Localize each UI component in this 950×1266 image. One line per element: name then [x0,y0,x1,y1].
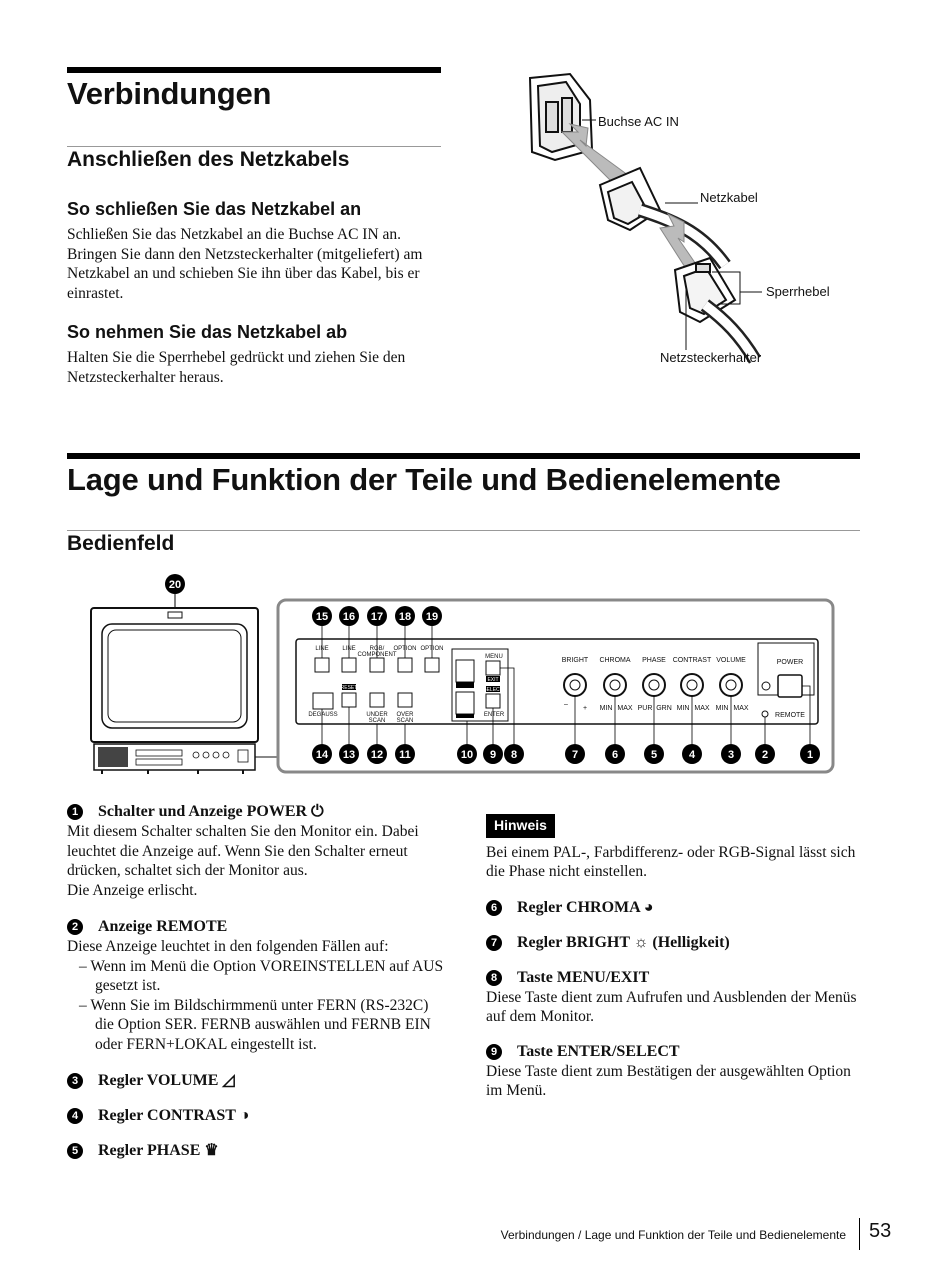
items-right-column [486,814,862,1101]
svg-text:OPTION: OPTION [420,646,444,652]
svg-text:19: 19 [425,611,439,623]
item-2-heading: 2 Anzeige REMOTE [67,917,449,937]
svg-text:MIN: MIN [676,705,690,712]
section1-sub-rule [67,146,441,147]
callout-7-icon: 7 [486,935,502,951]
svg-text:17: 17 [370,611,384,623]
svg-text:13: 13 [342,749,356,761]
callout-6-icon: 6 [486,900,502,916]
svg-text:CONTRAST: CONTRAST [672,657,712,664]
power-cable-illustration [500,60,870,380]
svg-text:10: 10 [460,749,474,761]
item-8-heading: 8 Taste MENU/EXIT [486,968,862,988]
section2-top-rule [67,453,860,459]
svg-text:EXIT: EXIT [487,677,499,683]
svg-text:7: 7 [571,749,579,761]
svg-text:REMOTE: REMOTE [775,712,805,719]
power-plug [600,168,725,265]
item-3-heading: 3 Regler VOLUME ◿ [67,1071,449,1091]
note-badge: Hinweis [486,814,555,838]
item-7-heading: 7 Regler BRIGHT ☼ (Helligkeit) [486,933,862,953]
svg-text:BRIGHT: BRIGHT [561,657,589,664]
disconnect-text: Halten Sie die Sperrhebel gedrückt und ziehen Sie den Netzsteckerhalter heraus. [67,349,406,386]
svg-text:20: 20 [168,579,182,591]
item-1-text-2: Die Anzeige erlischt. [67,881,198,899]
item-2-list [67,957,449,1055]
label-ac-in: Buchse AC IN [598,114,679,129]
svg-text:POWER: POWER [776,659,804,666]
svg-text:MENU: MENU [485,654,503,660]
svg-text:LINE: LINE [315,646,329,652]
svg-text:OPTION: OPTION [393,646,417,652]
items-left-column [67,802,449,1161]
svg-text:16: 16 [342,611,356,623]
item-9-heading: 9 Taste ENTER/SELECT [486,1042,862,1062]
callout-20 [165,574,185,610]
svg-text:UNDER: UNDER [366,712,388,718]
svg-text:6: 6 [611,749,619,761]
svg-text:–: – [564,701,568,708]
svg-text:12: 12 [370,749,384,761]
item-9-text: Diese Taste dient zum Bestätigen der ausgewählten Option im Menü. [486,1062,851,1099]
callout-3-icon: 3 [67,1073,83,1089]
svg-text:18: 18 [398,611,412,623]
svg-text:VOLUME: VOLUME [716,657,746,664]
item-6-heading: 6 Regler CHROMA ◕ [486,898,862,918]
item-5-heading: 5 Regler PHASE ♛ [67,1141,449,1161]
svg-text:SELECT: SELECT [483,687,503,693]
footer-divider [859,1218,860,1250]
svg-text:MIN: MIN [715,705,729,712]
label-netzkabel: Netzkabel [700,190,758,205]
svg-text:9: 9 [489,749,497,761]
svg-text:PUR: PUR [637,705,653,712]
svg-text:RESET: RESET [340,685,358,691]
control-panel-illustration [88,572,838,777]
section1-top-rule [67,67,441,73]
section2-sub-rule [67,530,860,531]
monitor-front [91,608,278,774]
disconnect-heading: So nehmen Sie das Netzkabel ab [67,322,348,342]
svg-text:MIN: MIN [599,705,613,712]
callout-1-icon: 1 [67,804,83,820]
item-4-heading: 4 Regler CONTRAST ◑ [67,1106,449,1126]
note-text: Bei einem PAL-, Farbdifferenz- oder RGB-Signal lässt sich die Phase nicht einstellen. [486,843,856,880]
item-1-text: Mit diesem Schalter schalten Sie den Monitor ein. Dabei leuchtet die Anzeige auf. Wenn Sie den Schalter erneut drücken, schaltet sich der Monitor aus. [67,823,419,879]
section1-subtitle: Anschließen des Netzkabels [67,148,350,171]
item-2-intro: Diese Anzeige leuchtet in den folgenden Fällen auf: [67,938,389,955]
svg-text:15: 15 [315,611,329,623]
callout-8-icon: 8 [486,970,502,986]
item-8-text: Diese Taste dient zum Aufrufen und Ausblenden der Menüs auf dem Monitor. [486,988,857,1025]
svg-text:COMPONENT: COMPONENT [357,652,397,658]
callout-5-icon: 5 [67,1143,83,1159]
page-number: 53 [869,1220,892,1242]
svg-text:RGB/: RGB/ [369,646,385,652]
svg-text:3: 3 [727,749,735,761]
svg-text:LINE: LINE [342,646,356,652]
svg-text:OVER: OVER [396,712,414,718]
item-1-heading: 1 Schalter und Anzeige POWER ⏻ [67,802,449,822]
svg-text:DEGAUSS: DEGAUSS [308,712,338,718]
svg-text:11: 11 [399,749,411,761]
connect-text: Schließen Sie das Netzkabel an die Buchse AC IN an. Bringen Sie dann den Netzsteckerhalter (mitgeliefert) am Netzkabel an und schieben Sie ihn über das Kabel, bis er einrastet. [67,226,423,302]
callout-2-icon: 2 [67,919,83,935]
section2-subtitle: Bedienfeld [67,532,175,555]
svg-text:4: 4 [688,749,696,761]
svg-text:MAX: MAX [617,705,633,712]
svg-text:+: + [582,705,588,712]
svg-text:1: 1 [806,749,814,761]
label-netzsteckerhalter: Netzsteckerhalter [660,350,762,365]
label-sperrhebel: Sperrhebel [766,284,830,299]
list-item: – Wenn im Menü die Option VOREINSTELLEN auf AUS gesetzt ist. [79,957,444,994]
svg-text:ENTER: ENTER [483,712,505,718]
callout-9-icon: 9 [486,1044,502,1060]
svg-text:SCAN: SCAN [368,718,386,724]
svg-text:PHASE: PHASE [642,657,666,664]
section1-title: Verbindungen [67,76,272,111]
svg-text:8: 8 [510,749,518,761]
section2-title: Lage und Funktion der Teile und Bedienelemente [67,462,781,497]
svg-text:5: 5 [650,749,658,761]
connect-heading: So schließen Sie das Netzkabel an [67,199,362,219]
svg-text:CHROMA: CHROMA [599,657,631,664]
menu-controls [452,649,508,721]
svg-text:SCAN: SCAN [396,718,414,724]
list-item: – Wenn Sie im Bildschirmmenü unter FERN (RS-232C) die Option SER. FERNB auswählen und FERNB EIN oder FERN+LOKAL eingestellt ist. [79,996,431,1053]
svg-text:MAX: MAX [694,705,710,712]
svg-text:MAX: MAX [733,705,749,712]
svg-text:GRN: GRN [656,705,672,712]
callout-4-icon: 4 [67,1108,83,1124]
svg-text:2: 2 [761,749,769,761]
svg-text:14: 14 [315,749,329,761]
footer-section-path: Verbindungen / Lage und Funktion der Teile und Bedienelemente [500,1228,846,1242]
